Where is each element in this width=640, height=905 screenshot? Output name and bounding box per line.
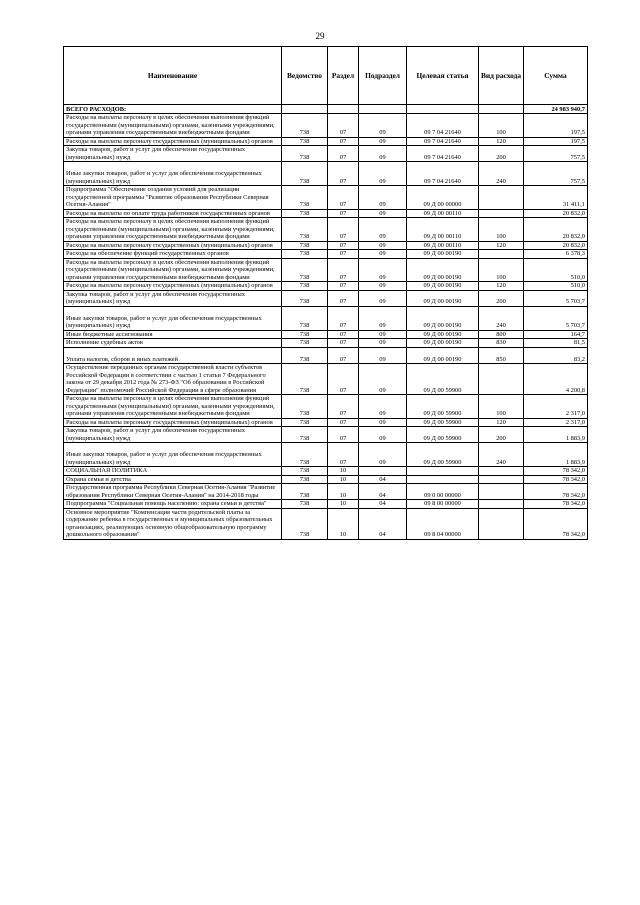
row-section: 10 xyxy=(328,508,359,539)
row-name: Иные закупки товаров, работ и услуг для обеспечения государственных (муниципальных) нужд xyxy=(64,306,282,330)
row-amount: 20 832,0 xyxy=(524,209,588,218)
row-expense-type: 100 xyxy=(479,218,524,242)
row-amount: 757,5 xyxy=(524,162,588,186)
row-name: Исполнение судебных актов xyxy=(64,339,282,348)
row-section: 10 xyxy=(328,500,359,509)
row-name: Расходы на выплаты персоналу государственных (муниципальных) органов xyxy=(64,137,282,146)
header-dept: Ведомство xyxy=(282,47,328,105)
row-expense-type: 120 xyxy=(479,418,524,427)
row-section: 07 xyxy=(328,427,359,443)
row-section: 07 xyxy=(328,364,359,395)
row-name: Расходы на выплаты персоналу в целях обеспечения выполнения функций государственными (муниципальными) органами, казенными учреждениями, органами управления государственными внебюджетными фондами xyxy=(64,218,282,242)
row-target: 09 Д 00 59900 xyxy=(407,395,479,419)
row-subsection: 04 xyxy=(359,500,407,509)
row-name: Расходы на выплаты персоналу в целях обеспечения выполнения функций государственными (муниципальными) органами, казенными учреждениями, органами управления государственными внебюджетными фондами xyxy=(64,114,282,138)
table-row xyxy=(64,475,588,484)
row-section: 07 xyxy=(328,218,359,242)
row-dept: 738 xyxy=(282,500,328,509)
table-row xyxy=(64,508,588,539)
row-amount: 197,5 xyxy=(524,114,588,138)
row-target: 09 Д 00 59900 xyxy=(407,418,479,427)
row-target: 09 Д 00 00110 xyxy=(407,209,479,218)
row-dept: 738 xyxy=(282,162,328,186)
row-target: 09 0 00 00000 xyxy=(407,484,479,500)
row-section: 07 xyxy=(328,146,359,162)
row-subsection: 09 xyxy=(359,427,407,443)
row-subsection: 09 xyxy=(359,186,407,210)
row-name: Подпрограмма "Социальная помощь населению: охрана семьи и детства" xyxy=(64,500,282,509)
row-expense-type: 200 xyxy=(479,427,524,443)
row-expense-type xyxy=(479,250,524,259)
row-name: Расходы на выплаты персоналу государственных (муниципальных) органов xyxy=(64,241,282,250)
row-dept: 738 xyxy=(282,137,328,146)
table-row xyxy=(64,427,588,443)
row-expense-type xyxy=(479,508,524,539)
row-section: 07 xyxy=(328,137,359,146)
row-expense-type: 120 xyxy=(479,282,524,291)
row-expense-type: 800 xyxy=(479,330,524,339)
row-section: 07 xyxy=(328,209,359,218)
row-subsection: 09 xyxy=(359,146,407,162)
table-row xyxy=(64,282,588,291)
row-subsection: 09 xyxy=(359,443,407,467)
table-row xyxy=(64,443,588,467)
row-expense-type: 240 xyxy=(479,162,524,186)
row-name: Иные бюджетные ассигнования xyxy=(64,330,282,339)
row-expense-type: 100 xyxy=(479,395,524,419)
row-section: 10 xyxy=(328,484,359,500)
row-dept: 738 xyxy=(282,146,328,162)
row-section: 07 xyxy=(328,162,359,186)
row-dept: 738 xyxy=(282,241,328,250)
row-section: 07 xyxy=(328,443,359,467)
row-amount: 78 342,0 xyxy=(524,500,588,509)
row-target xyxy=(407,475,479,484)
table-row xyxy=(64,162,588,186)
row-expense-type: 830 xyxy=(479,339,524,348)
row-expense-type xyxy=(479,484,524,500)
table-row xyxy=(64,186,588,210)
table-row xyxy=(64,137,588,146)
row-section: 07 xyxy=(328,339,359,348)
table-row xyxy=(64,250,588,259)
total-label: ВСЕГО РАСХОДОВ: xyxy=(64,105,282,114)
row-amount: 1 883,9 xyxy=(524,427,588,443)
row-amount: 2 317,0 xyxy=(524,418,588,427)
row-expense-type: 240 xyxy=(479,306,524,330)
table-row xyxy=(64,241,588,250)
row-amount: 4 200,8 xyxy=(524,364,588,395)
row-expense-type: 120 xyxy=(479,241,524,250)
header-name: Наименование xyxy=(64,47,282,105)
row-name: Иные закупки товаров, работ и услуг для обеспечения государственных (муниципальных) нужд xyxy=(64,162,282,186)
row-amount: 757,5 xyxy=(524,146,588,162)
row-subsection: 09 xyxy=(359,114,407,138)
total-row xyxy=(64,105,588,114)
table-row xyxy=(64,330,588,339)
row-target: 09 Д 00 00190 xyxy=(407,347,479,364)
row-dept: 738 xyxy=(282,258,328,282)
row-amount: 78 342,0 xyxy=(524,484,588,500)
row-amount: 31 411,1 xyxy=(524,186,588,210)
row-name: Иные закупки товаров, работ и услуг для обеспечения государственных (муниципальных) нужд xyxy=(64,443,282,467)
row-dept: 738 xyxy=(282,475,328,484)
row-amount: 1 883,9 xyxy=(524,443,588,467)
row-target: 09 Д 00 00110 xyxy=(407,218,479,242)
row-section: 07 xyxy=(328,395,359,419)
row-name: Расходы на выплаты персоналу государственных (муниципальных) органов xyxy=(64,282,282,291)
row-target: 09 8 00 00000 xyxy=(407,500,479,509)
row-subsection: 09 xyxy=(359,290,407,306)
row-subsection: 09 xyxy=(359,137,407,146)
table-row xyxy=(64,306,588,330)
table-row xyxy=(64,347,588,364)
table-row xyxy=(64,484,588,500)
row-target: 09 Д 00 00190 xyxy=(407,330,479,339)
row-section: 07 xyxy=(328,330,359,339)
row-section: 10 xyxy=(328,467,359,476)
row-subsection: 09 xyxy=(359,218,407,242)
total-amount: 24 983 940,7 xyxy=(524,105,588,114)
header-section: Раздел xyxy=(328,47,359,105)
row-amount: 2 317,0 xyxy=(524,395,588,419)
row-section: 07 xyxy=(328,250,359,259)
row-target: 09 Д 00 59900 xyxy=(407,443,479,467)
row-subsection: 04 xyxy=(359,484,407,500)
row-name: Расходы на выплаты персоналу в целях обеспечения выполнения функций государственными (муниципальными) органами, казенными учреждениями, органами управления государственными внебюджетными фондами xyxy=(64,258,282,282)
row-expense-type: 240 xyxy=(479,443,524,467)
row-expense-type xyxy=(479,475,524,484)
row-section: 07 xyxy=(328,306,359,330)
row-dept: 738 xyxy=(282,282,328,291)
row-target xyxy=(407,467,479,476)
row-subsection: 09 xyxy=(359,330,407,339)
row-name: Осуществление переданных органам государственной власти субъектов Российской Федерации в соответствии с частью 1 статьи 7 Федерального закона от 29 декабря 2012 года № 273-ФЗ "Об образовании в Российской Федерации" полномочий Российской Федерации в сфере образования xyxy=(64,364,282,395)
table-row xyxy=(64,500,588,509)
row-amount: 5 703,7 xyxy=(524,306,588,330)
row-expense-type: 120 xyxy=(479,137,524,146)
row-expense-type xyxy=(479,209,524,218)
row-dept: 738 xyxy=(282,209,328,218)
table-row xyxy=(64,290,588,306)
row-section: 07 xyxy=(328,186,359,210)
row-subsection: 09 xyxy=(359,241,407,250)
row-subsection: 04 xyxy=(359,475,407,484)
row-dept: 738 xyxy=(282,443,328,467)
table-row xyxy=(64,418,588,427)
row-expense-type: 100 xyxy=(479,114,524,138)
row-amount: 20 832,0 xyxy=(524,218,588,242)
header-amount: Сумма xyxy=(524,47,588,105)
row-dept: 738 xyxy=(282,364,328,395)
row-subsection: 09 xyxy=(359,258,407,282)
table-row xyxy=(64,339,588,348)
row-dept: 738 xyxy=(282,306,328,330)
row-expense-type: 200 xyxy=(479,290,524,306)
row-subsection: 09 xyxy=(359,306,407,330)
page-number: 29 xyxy=(315,31,325,41)
row-dept: 738 xyxy=(282,467,328,476)
row-subsection: 09 xyxy=(359,347,407,364)
row-expense-type xyxy=(479,467,524,476)
table-row xyxy=(64,114,588,138)
row-amount: 510,0 xyxy=(524,282,588,291)
row-name: Закупка товаров, работ и услуг для обеспечения государственных (муниципальных) нужд xyxy=(64,427,282,443)
row-dept: 738 xyxy=(282,484,328,500)
row-section: 07 xyxy=(328,418,359,427)
row-section: 10 xyxy=(328,475,359,484)
row-subsection: 09 xyxy=(359,364,407,395)
row-subsection: 09 xyxy=(359,162,407,186)
row-dept: 738 xyxy=(282,186,328,210)
row-target: 09 7 04 21640 xyxy=(407,162,479,186)
row-amount: 81,5 xyxy=(524,339,588,348)
row-expense-type: 850 xyxy=(479,347,524,364)
row-target: 09 Д 00 00190 xyxy=(407,339,479,348)
table-row xyxy=(64,258,588,282)
row-name: Закупка товаров, работ и услуг для обеспечения государственных (муниципальных) нужд xyxy=(64,290,282,306)
row-dept: 738 xyxy=(282,427,328,443)
row-dept: 738 xyxy=(282,114,328,138)
row-target: 09 8 04 00000 xyxy=(407,508,479,539)
row-amount: 20 832,0 xyxy=(524,241,588,250)
header-target: Целевая статья xyxy=(407,47,479,105)
row-subsection: 09 xyxy=(359,395,407,419)
row-amount: 83,2 xyxy=(524,347,588,364)
row-expense-type xyxy=(479,500,524,509)
row-target: 09 Д 00 00190 xyxy=(407,258,479,282)
row-amount: 78 342,0 xyxy=(524,508,588,539)
header-subsection: Подраздел xyxy=(359,47,407,105)
row-subsection: 09 xyxy=(359,339,407,348)
row-name: Расходы на выплаты по оплате труда работников государственных органов xyxy=(64,209,282,218)
row-subsection: 09 xyxy=(359,282,407,291)
row-amount: 5 703,7 xyxy=(524,290,588,306)
row-target: 09 Д 00 00110 xyxy=(407,241,479,250)
row-amount: 164,7 xyxy=(524,330,588,339)
row-dept: 738 xyxy=(282,418,328,427)
row-dept: 738 xyxy=(282,347,328,364)
table-row xyxy=(64,209,588,218)
row-dept: 738 xyxy=(282,339,328,348)
row-amount: 78 342,0 xyxy=(524,475,588,484)
row-subsection: 09 xyxy=(359,250,407,259)
row-dept: 738 xyxy=(282,508,328,539)
row-amount: 197,5 xyxy=(524,137,588,146)
row-name: Расходы на выплаты персоналу в целях обеспечения выполнения функций государственными (муниципальными) органами, казенными учреждениями, органами управления государственными внебюджетными фондами xyxy=(64,395,282,419)
row-subsection: 04 xyxy=(359,508,407,539)
row-section: 07 xyxy=(328,114,359,138)
table-header-row xyxy=(64,47,588,105)
row-target: 09 Д 00 59900 xyxy=(407,427,479,443)
row-amount: 6 378,3 xyxy=(524,250,588,259)
row-target: 09 7 04 21640 xyxy=(407,137,479,146)
row-target: 09 Д 00 00000 xyxy=(407,186,479,210)
row-target: 09 Д 00 00190 xyxy=(407,290,479,306)
row-name: СОЦИАЛЬНАЯ ПОЛИТИКА xyxy=(64,467,282,476)
row-subsection: 09 xyxy=(359,209,407,218)
row-name: Закупка товаров, работ и услуг для обеспечения государственных (муниципальных) нужд xyxy=(64,146,282,162)
row-section: 07 xyxy=(328,290,359,306)
row-name: Уплата налогов, сборов и иных платежей xyxy=(64,347,282,364)
row-subsection xyxy=(359,467,407,476)
row-dept: 738 xyxy=(282,395,328,419)
row-name: Охрана семьи и детства xyxy=(64,475,282,484)
table-row xyxy=(64,364,588,395)
row-name: Расходы на выплаты персоналу государственных (муниципальных) органов xyxy=(64,418,282,427)
row-target: 09 Д 00 59900 xyxy=(407,364,479,395)
table-row xyxy=(64,467,588,476)
row-amount: 78 342,0 xyxy=(524,467,588,476)
row-section: 07 xyxy=(328,282,359,291)
row-target: 09 Д 00 00190 xyxy=(407,306,479,330)
table-row xyxy=(64,218,588,242)
row-name: Расходы на обеспечение функций государственных органов xyxy=(64,250,282,259)
row-name: Подпрограмма "Обеспечение создания условий для реализации государственной программы "Развитие образования Республики Северная Осетия-Алания" xyxy=(64,186,282,210)
row-target: 09 7 04 21640 xyxy=(407,146,479,162)
row-section: 07 xyxy=(328,258,359,282)
row-target: 09 7 04 21640 xyxy=(407,114,479,138)
row-dept: 738 xyxy=(282,218,328,242)
row-expense-type: 200 xyxy=(479,146,524,162)
row-expense-type xyxy=(479,364,524,395)
row-name: Основное мероприятие "Компенсация части родительской платы за содержание ребенка в государственных и муниципальных образовательных организациях, реализующих основную общеобразовательную программу дошкольного образования" xyxy=(64,508,282,539)
table-row xyxy=(64,146,588,162)
row-amount: 510,0 xyxy=(524,258,588,282)
row-target: 09 Д 00 00190 xyxy=(407,250,479,259)
row-section: 07 xyxy=(328,241,359,250)
row-expense-type xyxy=(479,186,524,210)
row-subsection: 09 xyxy=(359,418,407,427)
row-section: 07 xyxy=(328,347,359,364)
row-dept: 738 xyxy=(282,290,328,306)
row-name: Государственная программа Республики Северная Осетия-Алания "Развитие образования Республики Северная Осетия-Алания" на 2014-2018 годы xyxy=(64,484,282,500)
row-dept: 738 xyxy=(282,330,328,339)
row-target: 09 Д 00 00190 xyxy=(407,282,479,291)
budget-table xyxy=(63,46,588,540)
header-expense-type: Вид расхода xyxy=(479,47,524,105)
row-dept: 738 xyxy=(282,250,328,259)
row-expense-type: 100 xyxy=(479,258,524,282)
table-row xyxy=(64,395,588,419)
